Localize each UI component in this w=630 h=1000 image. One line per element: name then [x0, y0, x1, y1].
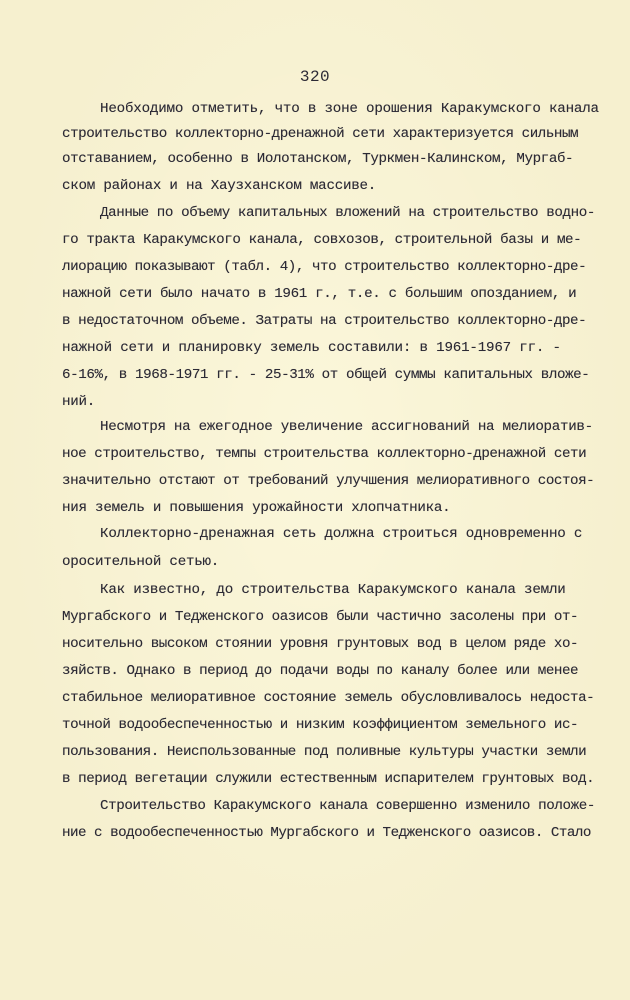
text-line: Данные по объему капитальных вложений на строительство водно-	[100, 205, 595, 221]
text-line: ском районах и на Хаузханском массиве.	[62, 178, 377, 194]
text-line: ний.	[62, 394, 96, 410]
text-line: носительно высоком стоянии уровня грунтовых вод в целом ряде хо-	[62, 636, 579, 652]
text-line: нажной сети и планировку земель составили: в 1961-1967 гг. -	[62, 340, 561, 356]
text-line: отставанием, особенно в Иолотанском, Туркмен-Калинском, Мургаб-	[62, 151, 574, 167]
text-line: стабильное мелиоративное состояние земель обусловливалось недоста-	[62, 690, 595, 706]
text-line: строительство коллекторно-дренажной сети характеризуется сильным	[62, 126, 579, 142]
text-line: в недостаточном объеме. Затраты на строительство коллекторно-дре-	[62, 313, 587, 329]
text-line: го тракта Каракумского канала, совхозов, строительной базы и ме-	[62, 232, 582, 248]
text-line: пользования. Неиспользованные под поливные культуры участки земли	[62, 744, 587, 760]
text-line: Мургабского и Тедженского оазисов были частично засолены при от-	[62, 609, 579, 625]
text-line: Необходимо отметить, что в зоне орошения Каракумского канала	[100, 101, 599, 117]
text-line: Строительство Каракумского канала совершенно изменило положе-	[100, 798, 595, 814]
page-number: 320	[299, 68, 331, 86]
text-line: Как известно, до строительства Каракумского канала земли	[100, 582, 566, 598]
text-line: значительно отстают от требований улучшения мелиоративного состоя-	[62, 473, 595, 489]
text-line: оросительной сетью.	[62, 554, 220, 570]
text-line: лиорацию показывают (табл. 4), что строительство коллекторно-дре-	[62, 259, 587, 275]
text-line: Несмотря на ежегодное увеличение ассигнований на мелиоратив-	[100, 419, 593, 435]
text-line: ние с водообеспеченностью Мургабского и Тедженского оазисов. Стало	[62, 825, 591, 841]
text-line: ное строительство, темпы строительства коллекторно-дренажной сети	[62, 446, 587, 462]
text-line: нажной сети было начато в 1961 г., т.е. с большим опозданием, и	[62, 286, 577, 302]
text-line: зяйств. Однако в период до подачи воды по каналу более или менее	[62, 663, 579, 679]
text-line: точной водообеспеченностью и низким коэффициентом земельного ис-	[62, 717, 579, 733]
text-line: 6-16%, в 1968-1971 гг. - 25-31% от общей суммы капитальных вложе-	[62, 367, 590, 383]
text-line: ния земель и повышения урожайности хлопчатника.	[62, 500, 451, 516]
text-line: в период вегетации служили естественным испарителем грунтовых вод.	[62, 771, 595, 787]
text-line: Коллекторно-дренажная сеть должна строиться одновременно с	[100, 526, 583, 542]
